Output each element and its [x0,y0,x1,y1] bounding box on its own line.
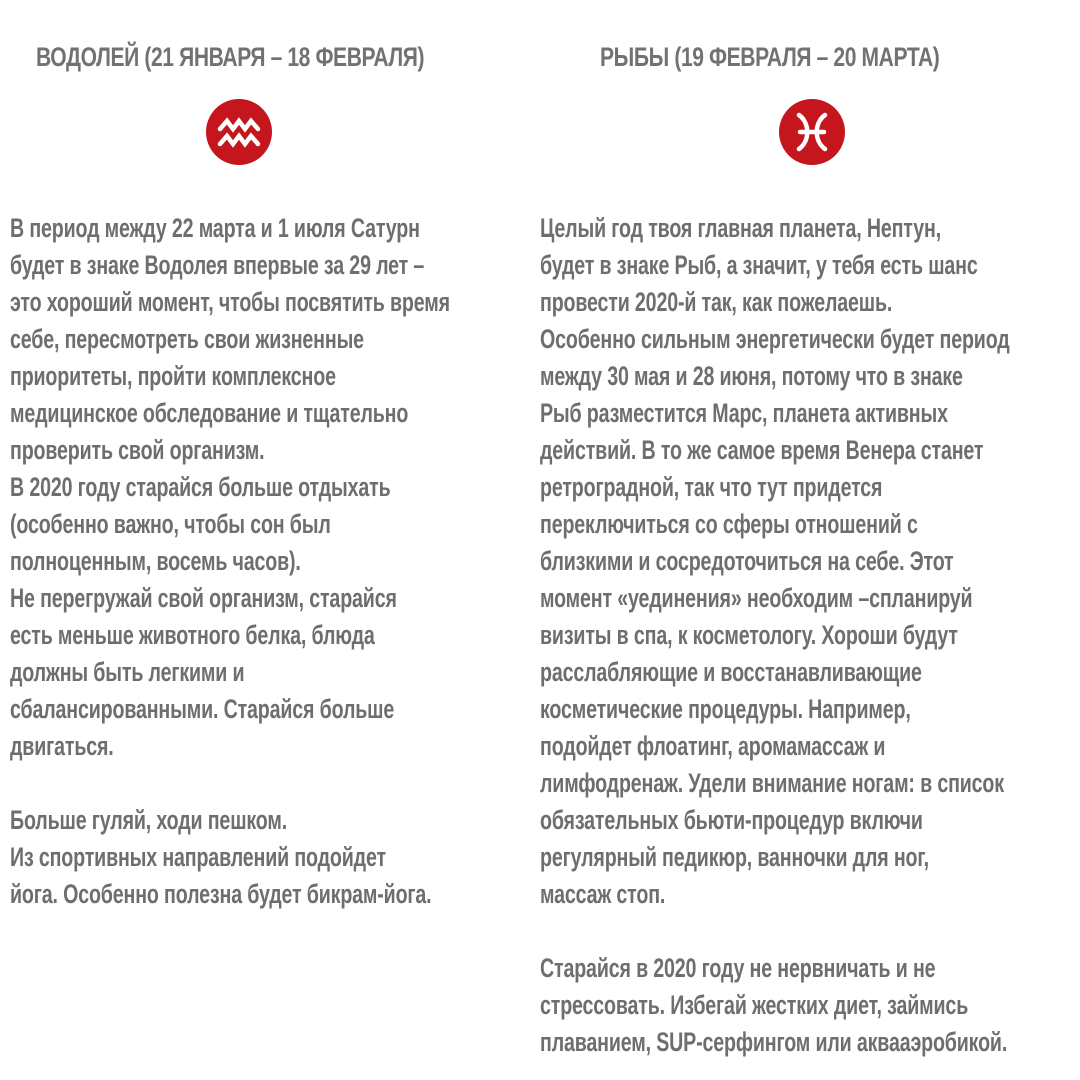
text-line: ретроградной, так что тут придется [540,472,883,502]
text-line: это хороший момент, чтобы посвятить время [10,287,450,317]
aquarius-column [10,0,535,1080]
text-line: себе, пересмотреть свои жизненные [10,324,364,354]
pisces-text [540,210,1058,1061]
paragraph-gap [10,765,528,802]
text-line: обязательных бьюти-процедур включи [540,805,923,835]
text-line: будет в знаке Рыб, а значит, у тебя есть шанс [540,250,978,280]
text-line: близкими и сосредоточиться на себе. Этот [540,546,954,576]
text-line: Особенно сильным энергетически будет период [540,324,1010,354]
text-line: момент «уединения» необходим –спланируй [540,583,973,613]
text-line: действий. В то же самое время Венера станет [540,435,984,465]
text-line: будет в знаке Водолея впервые за 29 лет – [10,250,425,280]
text-line: расслабляющие и восстанавливающие [540,657,922,687]
text-line: подойдет флоатинг, аромамассаж и [540,731,886,761]
text-line: массаж стоп. [540,879,666,909]
text-line: стрессовать. Избегай жестких диет, займись [540,990,969,1020]
text-line: В период между 22 марта и 1 июля Сатурн [10,213,420,243]
pisces-sign-icon [779,99,845,165]
aquarius-heading: ВОДОЛЕЙ (21 ЯНВАРЯ – 18 ФЕВРАЛЯ) [36,42,425,72]
aquarius-sign-icon [206,99,272,165]
text-line: Не перегружай свой организм, старайся [10,583,397,613]
text-line: плаванием, SUP-серфингом или аквааэробикой. [540,1027,1008,1057]
text-line: Целый год твоя главная планета, Нептун, [540,213,941,243]
text-line: Из спортивных направлений подойдет [10,842,386,872]
text-line: йога. Особенно полезна будет бикрам-йога. [10,879,432,909]
text-line: полноценным, восемь часов). [10,546,301,576]
text-line: медицинское обследование и тщательно [10,398,409,428]
text-line: переключиться со сферы отношений с [540,509,918,539]
pisces-column [540,0,1078,1080]
aquarius-text [10,210,528,913]
text-line: В 2020 году старайся больше отдыхать [10,472,391,502]
text-line: Больше гуляй, ходи пешком. [10,805,288,835]
text-line: сбалансированными. Старайся больше [10,694,395,724]
paragraph-gap [540,913,1058,950]
text-line: лимфодренаж. Удели внимание ногам: в список [540,768,1004,798]
text-line: должны быть легкими и [10,657,245,687]
text-line: проверить свой организм. [10,435,265,465]
text-line: Рыб разместится Марс, планета активных [540,398,948,428]
text-line: между 30 мая и 28 июня, потому что в знаке [540,361,963,391]
text-line: визиты в спа, к косметологу. Хороши будут [540,620,958,650]
text-line: есть меньше животного белка, блюда [10,620,375,650]
text-line: (особенно важно, чтобы сон был [10,509,331,539]
text-line: регулярный педикюр, ванночки для ног, [540,842,929,872]
text-line: провести 2020-й так, как пожелаешь. [540,287,893,317]
text-line: двигаться. [10,731,114,761]
text-line: Старайся в 2020 году не нервничать и не [540,953,936,983]
text-line: косметические процедуры. Например, [540,694,911,724]
pisces-heading: РЫБЫ (19 ФЕВРАЛЯ – 20 МАРТА) [600,42,940,72]
text-line: приоритеты, пройти комплексное [10,361,336,391]
